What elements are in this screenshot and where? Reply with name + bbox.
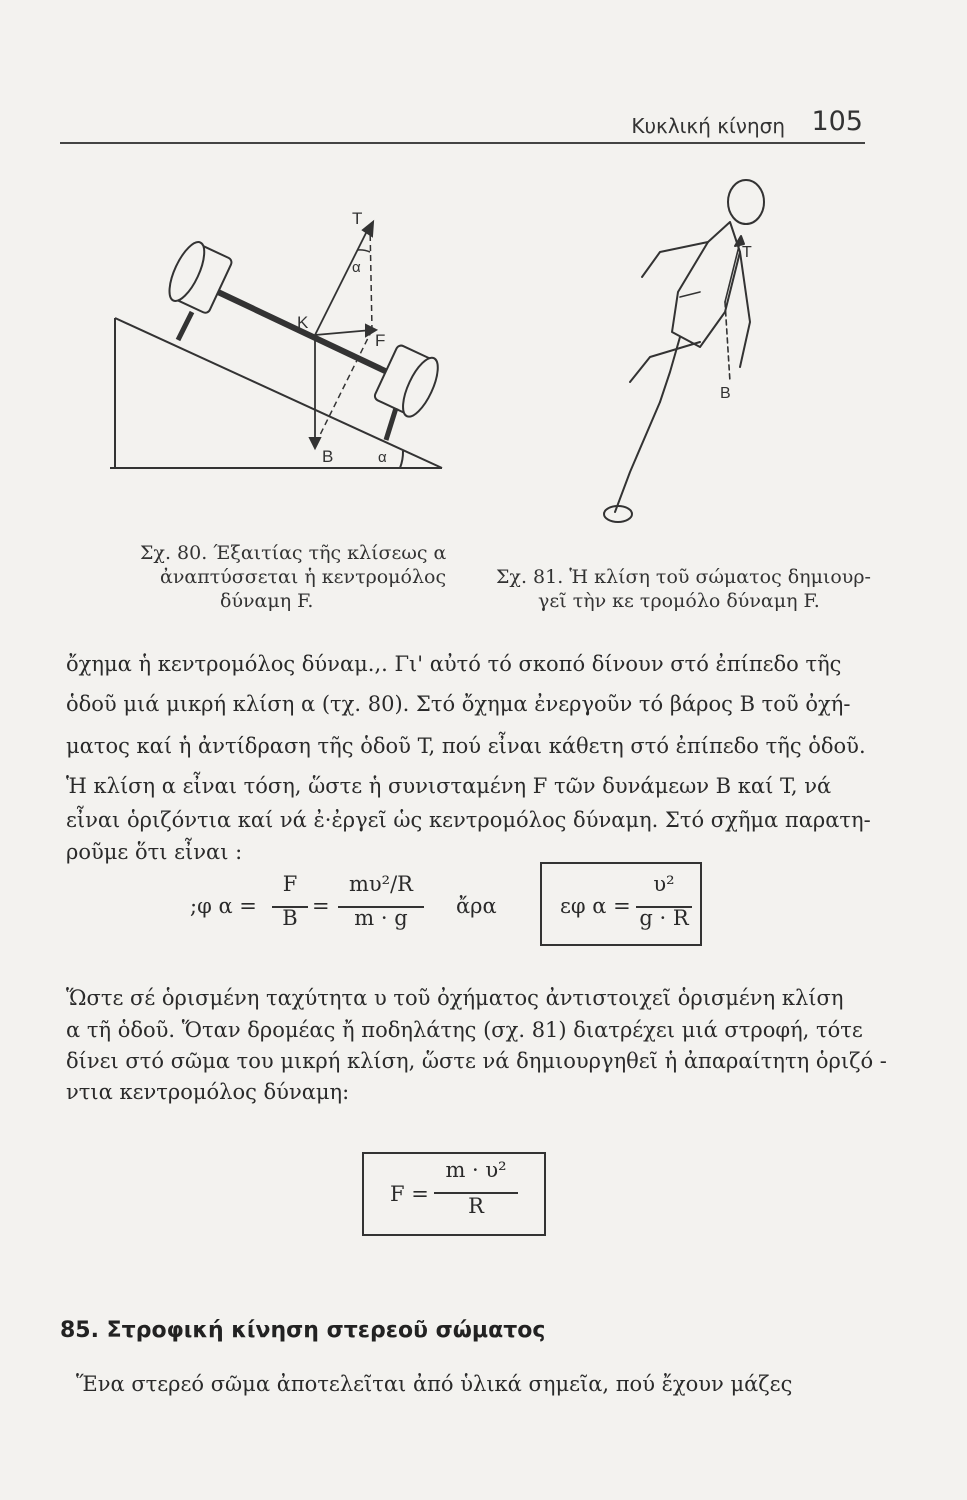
right-support [386, 408, 396, 440]
header-rule [60, 142, 865, 144]
formula-lhs: F = [390, 1182, 429, 1206]
frac-num: mυ²/R [349, 872, 413, 896]
angle-arc [400, 451, 403, 468]
construction-dashed [370, 225, 372, 330]
caption-line: ἀναπτύσσεται ἡ κεντρομόλος [160, 566, 447, 588]
caption-line: Σχ. 80. Έξαιτίας τῆς κλίσεως α [140, 542, 447, 564]
left-support [178, 312, 192, 340]
runner-thigh-back [660, 337, 680, 402]
axle [218, 292, 400, 378]
angle-arc-top [358, 250, 370, 252]
text-line: Ἡ κλίση α εἶναι τόση, ὥστε ἡ συνισταμένη F τῶν δυνάμεων B καί T, νά [66, 774, 832, 798]
therefore-word: ἄρα [456, 894, 497, 918]
text-line: α τῆ ὁδοῦ. Ὅταν δρομέας ἤ ποδηλάτης (σχ. 81) διατρέχει μιά στροφή, τότε [66, 1018, 863, 1042]
frac-den: R [468, 1194, 484, 1218]
label-B: B [720, 385, 731, 402]
label-F: F [375, 331, 386, 350]
label-K: K [297, 313, 309, 332]
force-T-arrow [363, 222, 373, 236]
force-F-line [315, 330, 372, 335]
formula-tan [190, 870, 710, 950]
text-line: εἶναι ὁριζόντια καί νά ἐ·ἐργεῖ ὡς κεντρομόλος δύναμη. Στό σχῆμα παρατη- [66, 808, 871, 832]
figure-80-diagram [100, 200, 450, 480]
figure-81-caption [496, 565, 871, 613]
frac-num: υ² [653, 872, 675, 896]
label-T: T [742, 244, 752, 261]
left-wheel [162, 237, 233, 316]
force-T-line [315, 225, 370, 335]
page-number: 105 [811, 106, 863, 137]
section-heading: 85. Στροφική κίνηση στερεοῦ σώματος [60, 1318, 546, 1343]
text-line: ὁδοῦ μιά μικρή κλίση α (τχ. 80). Στό ὄχημα ἐνεργοῦν τό βάρος B τοῦ ὀχή- [66, 692, 851, 716]
formula-lhs: ;φ α = [190, 894, 257, 918]
text-line: ματος καί ἡ ἀντίδραση τῆς ὁδοῦ T, πού εἶναι κάθετη στό ἐπίπεδο τῆς ὁδοῦ. [66, 734, 866, 758]
formula-centripetal [362, 1152, 544, 1234]
frac-den: g · R [639, 906, 689, 930]
runner-arm-front [740, 252, 750, 367]
text-line: Ἕνα στερεό σῶμα ἀποτελεῖται ἀπό ὑλικά σημεῖα, πού ἔχουν μάζες [76, 1372, 793, 1396]
caption-line: γεῖ τὴν κε τρομόλο δύναμη F. [538, 590, 820, 612]
runner-foot-back [604, 506, 632, 522]
box-lhs: εφ α = [560, 894, 631, 918]
frac-num: F [282, 872, 298, 896]
figure-80-caption [140, 541, 446, 613]
page-header [60, 100, 865, 144]
right-wheel [372, 342, 444, 421]
label-T: T [352, 209, 363, 228]
frac-den: B [282, 906, 298, 930]
label-B: B [322, 447, 334, 466]
running-title: Κυκλική κίνηση [631, 114, 785, 138]
paragraph-1 [66, 652, 871, 864]
construction-dashed-2 [315, 330, 372, 445]
caption-line: Σχ. 81. Ἡ κλίση τοῦ σώματος δημιουρ- [496, 566, 871, 588]
frac-den: m · g [354, 906, 408, 930]
runner-leg-front [630, 342, 700, 382]
text-line: ντια κεντρομόλος δύναμη: [66, 1080, 350, 1104]
text-line: ὄχημα ἡ κεντρομόλος δύναμ.,. Γι' αὐτό τό σκοπό δίνουν στό ἐπίπεδο τῆς [66, 652, 842, 676]
label-a-top: α [352, 259, 361, 276]
equals-sign: = [312, 894, 330, 918]
figure-81-runner [590, 172, 790, 532]
frac-num: m · υ² [445, 1158, 507, 1182]
text-line: ροῦμε ὅτι εἶναι : [66, 840, 243, 864]
paragraph-2 [66, 986, 887, 1106]
paragraph-3 [66, 1372, 862, 1404]
force-B-line [725, 302, 730, 382]
runner-head [728, 180, 764, 224]
text-line: Ὥστε σέ ὁρισμένη ταχύτητα υ τοῦ ὀχήματος ἀντιστοιχεῖ ὁρισμένη κλίση [66, 986, 844, 1010]
text-line: δίνει στό σῶμα του μικρή κλίση, ὥστε νά δημιουργηθεῖ ἡ ἀπαραίτητη ὁριζό - [66, 1049, 887, 1073]
label-a-bottom: α [378, 449, 387, 466]
runner-lower-leg-back [615, 402, 660, 512]
caption-line: δύναμη F. [220, 590, 314, 612]
